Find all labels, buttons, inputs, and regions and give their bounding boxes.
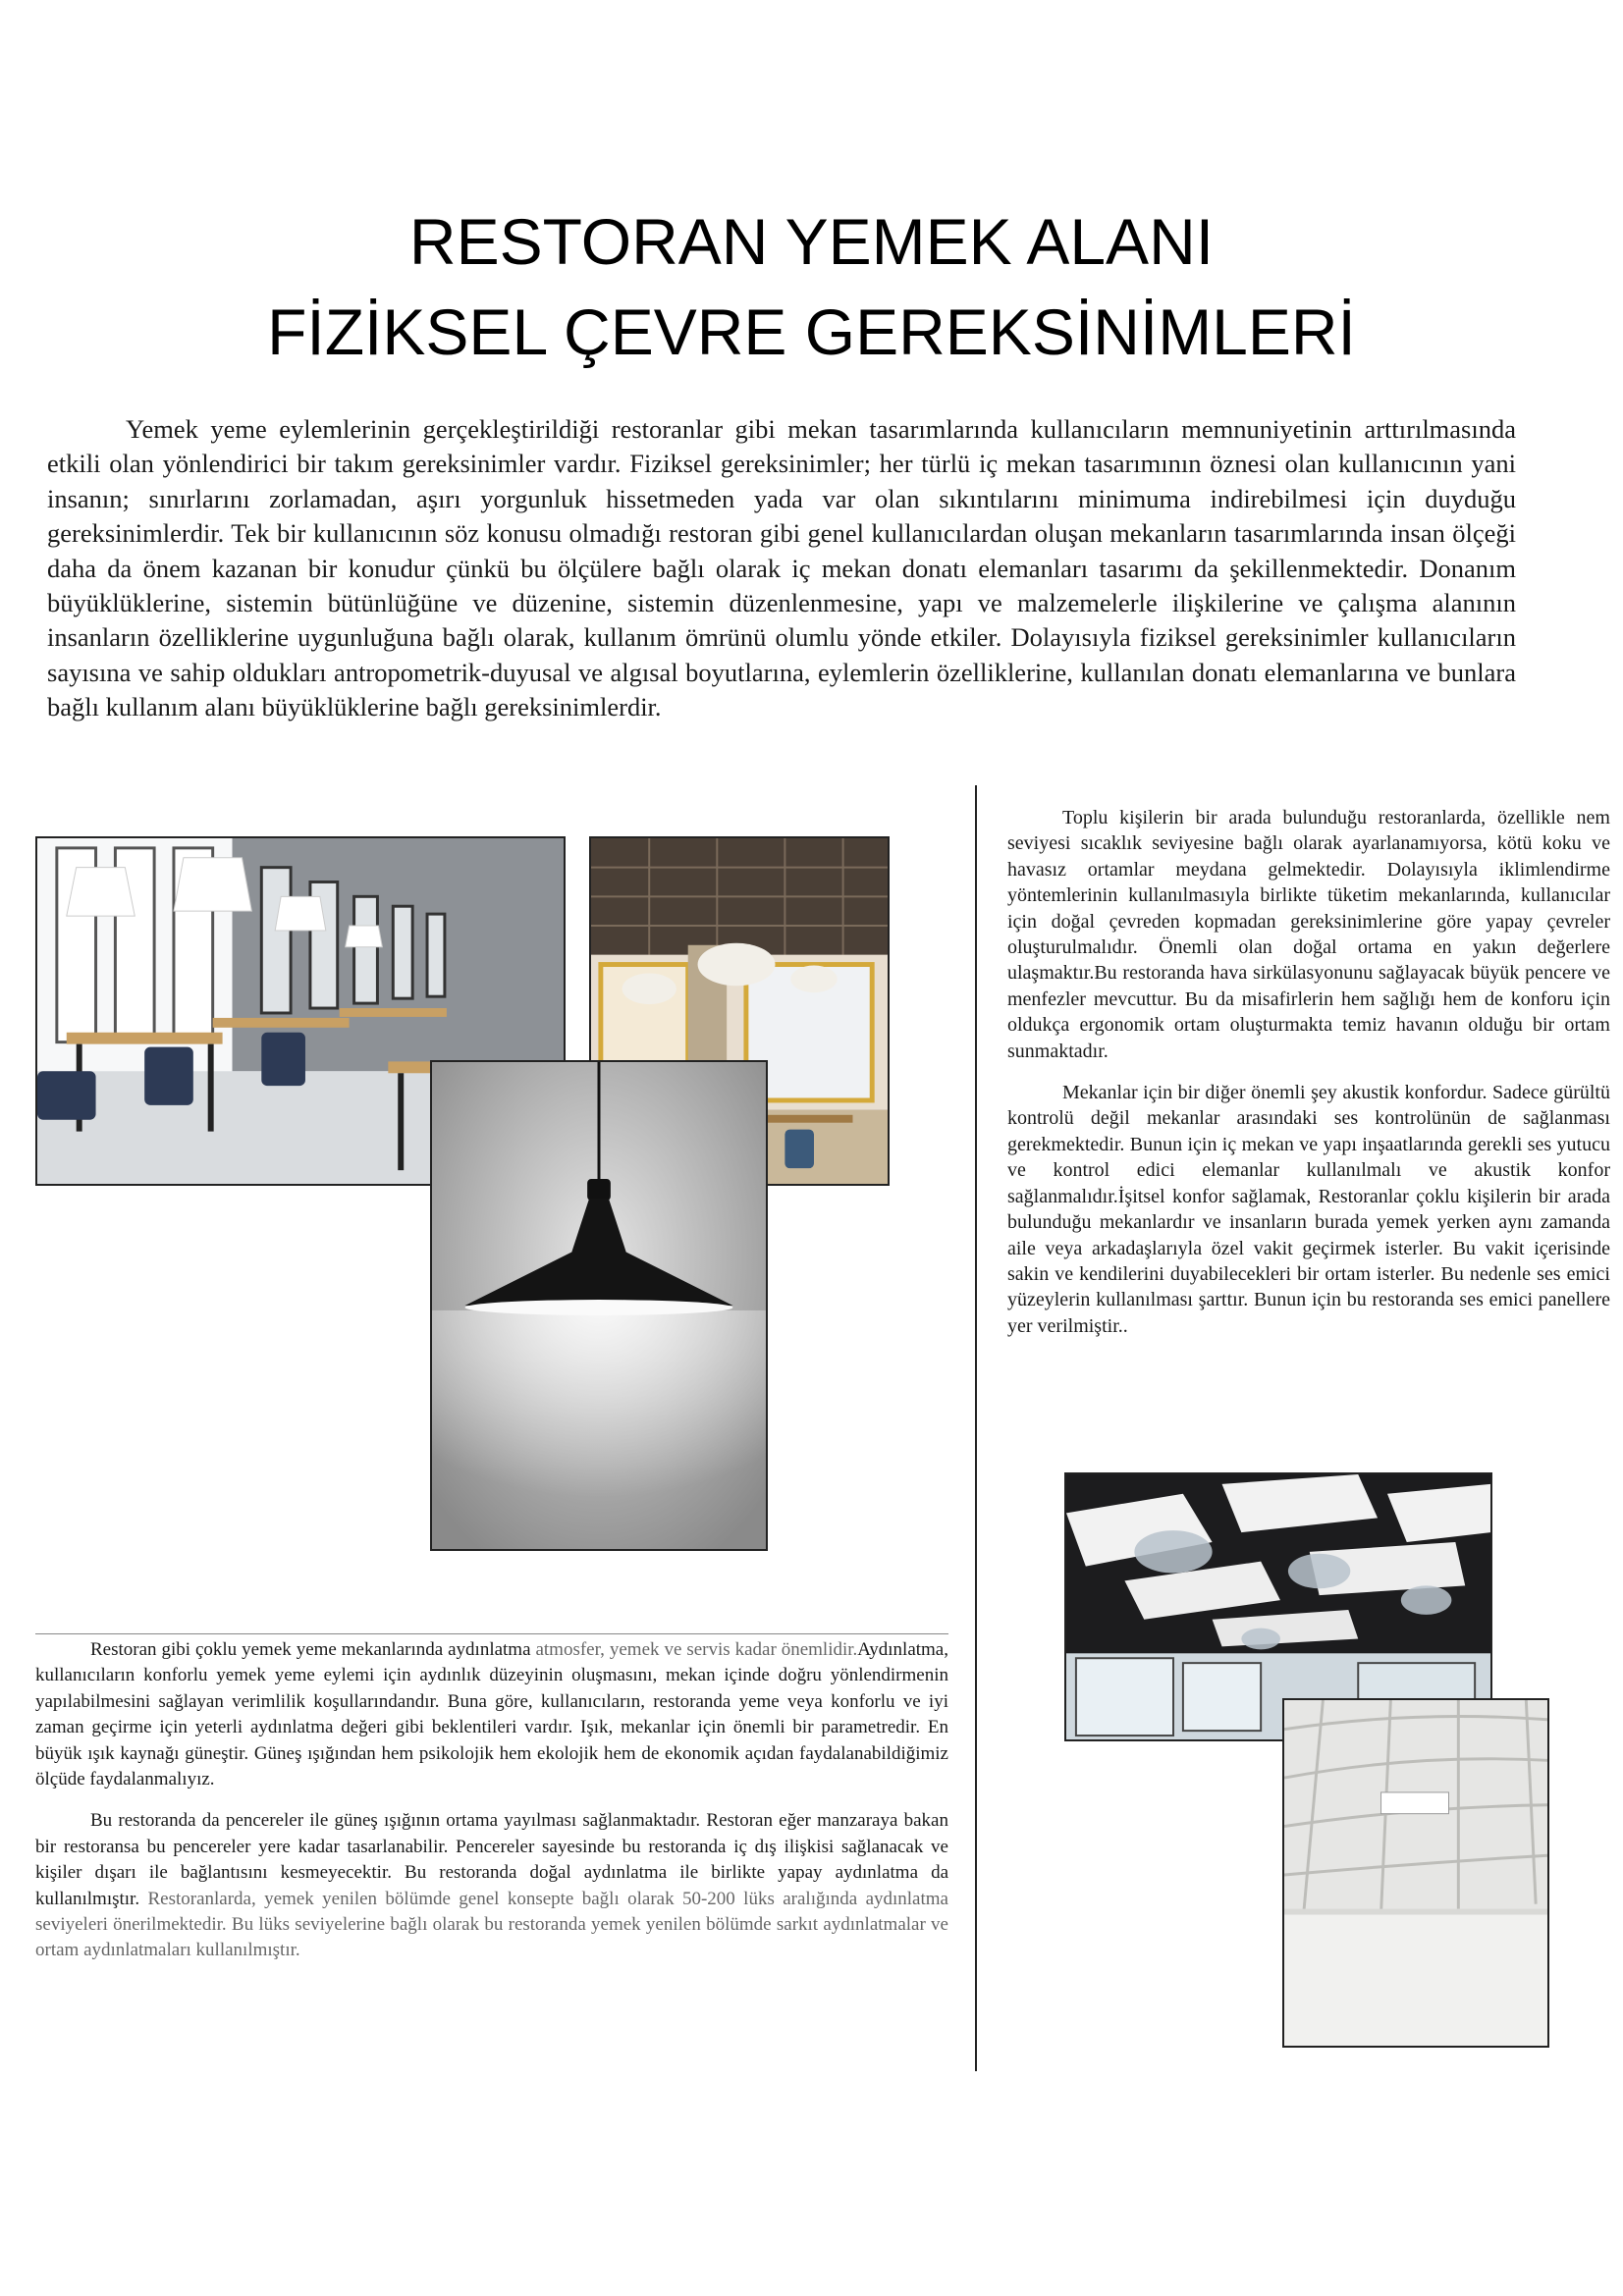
daylight-paragraph-body: Bu restoranda da pencereler ile güneş ışığının ortama yayılması sağlanmaktadır. Restoran eğer manzaraya bakan bir restoransa bu pencereler yere kadar tasarlanabilir. Pencereler sayesinde bu restoranda iç dış ilişkisi sağlanacak ve kişiler dışarı ile bağlantısını kesmeyecektir. Bu restoranda doğal aydınlatma ile birlikte yapay aydınlatma da kullanılmıştır.	[35, 1810, 948, 1909]
lighting-paragraph-grey: atmosfer, yemek ve servis kadar önemlidir.	[535, 1639, 858, 1660]
daylight-paragraph-grey: Restoranlarda, yemek yenilen bölümde genel konsepte bağlı olarak 50-200 lüks aralığında aydınlatma seviyeleri önerilmektedir. Bu lüks seviyelerine bağlı olarak bu restoranda yemek yenilen bölümde sarkıt aydınlatmalar ve ortam aydınlatmaları kullanılmıştır.	[35, 1888, 948, 1961]
acoustics-paragraph: Mekanlar için bir diğer önemli şey akustik konfordur. Sadece gürültü kontrolü değil mekanlar arasındaki ses kontrolünün de sağlanması gerekmektedir. Bunun için iç mekan ve yapı inşaatlarında gerekli ses yutucu ve kontrol edici elemanlar kullanılmalı ve akustik konfor sağlanmalıdır.İşitsel konfor sağlamak, Restoranlar çoklu kişilerin bir arada bulunduğu mekanlardır ve insanların burada yemek yerken aynı zamanda aile veya arkadaşlarıyla özel vakit geçirmek isterler. Bu vakit içerisinde sakin ve kendilerini duyabilecekleri bir ortam isterler. Bu nedenle ses emici yüzeylerin kullanılması şarttır. Bunun için bu restoranda ses emici panellere yer verilmiştir..	[1007, 1082, 1610, 1337]
daylight-paragraph	[35, 1808, 948, 1963]
pendant-lamp-photo	[430, 1060, 768, 1551]
ceiling-panels-photo	[1282, 1698, 1549, 2048]
title-line-1: RESTORAN YEMEK ALANI	[408, 205, 1215, 278]
lighting-paragraph	[35, 1637, 948, 1792]
lighting-paragraph-intro: Restoran gibi çoklu yemek yeme mekanlarında aydınlatma	[90, 1639, 536, 1660]
right-column-text	[1007, 805, 1610, 1355]
title-line-2: FİZİKSEL ÇEVRE GEREKSİNİMLERİ	[267, 295, 1356, 368]
intro-paragraph: Yemek yeme eylemlerinin gerçekleştirildiği restoranlar gibi mekan tasarımlarında kullanıcıların memnuniyetinin arttırılmasında etkili olan yönlendirici bir takım gereksinimler vardır. Fiziksel gereksinimler; her türlü iç mekan tasarımının öznesi olan kullanıcının yani insanın; sınırlarını zorlamadan, aşırı yorgunluk hissetmeden yada var olan sıkıntılarını minimuma indirebilmesi için duyduğu gereksinimlerdir. Tek bir kullanıcının söz konusu olmadığı restoran gibi genel kullanıcılardan oluşan mekanların tasarımlarında insan ölçeği daha da önem kazanan bir konudur çünkü bu ölçülere bağlı olarak iç mekan donatı elemanları tasarımı da şekillenmektedir. Donanım büyüklüklerine, sistemin bütünlüğüne ve düzenine, sistemin düzenlenmesine, yapı ve malzemelerle ilişkilerine ve çalışma alanının insanların özelliklerine uygunluğuna bağlı olarak, kullanım ömrünü olumlu yönde etkiler. Dolayısıyla fiziksel gereksinimler kullanıcıların sayısına ve sahip oldukları antropometrik-duyusal ve algısal boyutlarına, eylemlerin özelliklerine, kullanılan donatı elemanlarına ve bunlara bağlı kullanım alanı büyüklüklerine bağlı gereksinimlerdir.	[47, 414, 1516, 722]
section-divider	[35, 1633, 948, 1634]
left-column-text	[35, 1637, 948, 1980]
column-divider	[975, 785, 977, 2071]
lighting-paragraph-body: Aydınlatma, kullanıcıların konforlu yemek yeme eylemi için aydınlık düzeyinin oluşmasını, mekan içinde doğru yönlendirmenin yapılabilmesini sağlayan verimlilik koşullarındandır. Buna göre, kullanıcıların, restoranda yeme veya konforlu ve iyi zaman geçirme için yeterli aydınlatma değeri gibi beklentileri vardır. Işık, mekanlar için önemli bir parametredir. En büyük ışık kaynağı güneştir. Güneş ışığından hem psikolojik hem ekolojik hem de ekonomik açıdan faydalanabildiğimiz ölçüde faydalanmalıyız.	[35, 1639, 948, 1790]
ventilation-paragraph: Toplu kişilerin bir arada bulunduğu restoranlarda, özellikle nem seviyesi sıcaklık seviyesine bağlı olarak ayarlanamıyorsa, kötü koku ve havasız ortamlar meydana gelmektedir. Dolayısıyla iklimlendirme yöntemlerinin kullanılmasıyla birlikte tüketim mekanlarında, kullanıcılar için doğal çevreden kopmadan gereksinimlerine göre yapay çevreler oluşturulmalıdır. Önemli olan doğal ortama en yakın değerlere ulaşmaktır.Bu restoranda hava sirkülasyonunu sağlayacak büyük pencere ve menfezler mevcuttur. Bu da misafirlerin hem sağlığı hem de konforu için oldukça ergonomik ortam oluşturmakta temiz havanın olduğu bir ortam sunmaktadır.	[1007, 807, 1610, 1062]
page-title	[0, 196, 1623, 377]
